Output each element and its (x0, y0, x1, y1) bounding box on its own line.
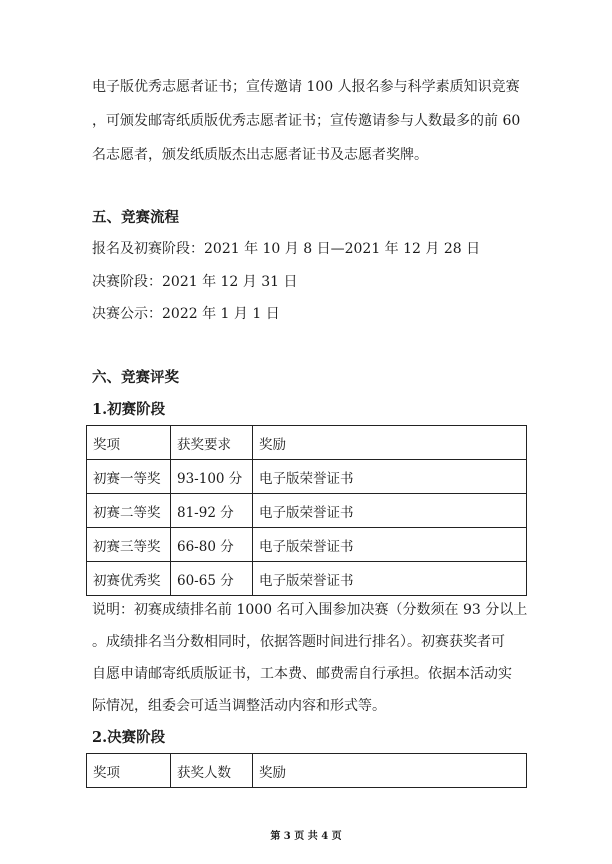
table-cell: 81-92 分 (171, 494, 253, 528)
table-cell: 电子版荣誉证书 (253, 494, 527, 528)
table-row (87, 528, 527, 562)
table-cell: 电子版荣誉证书 (253, 460, 527, 494)
table-row (87, 494, 527, 528)
prelim-note-line: 自愿申请邮寄纸质版证书，工本费、邮费需自行承担。依据本活动实 (92, 666, 512, 682)
table-cell: 初赛二等奖 (87, 494, 171, 528)
intro-line-2: ，可颁发邮寄纸质版优秀志愿者证书；宣传邀请参与人数最多的前 60 (92, 113, 521, 129)
prelim-awards-table (86, 425, 527, 596)
table-cell: 66-80 分 (171, 528, 253, 562)
table-header-cell: 奖励 (253, 754, 527, 788)
table-header-cell: 奖励 (253, 426, 527, 460)
intro-line-3: 名志愿者，颁发纸质版杰出志愿者证书及志愿者奖牌。 (92, 147, 428, 163)
table-cell: 初赛一等奖 (87, 460, 171, 494)
table-header-row (87, 426, 527, 460)
table-row (87, 460, 527, 494)
table-header-cell: 获奖人数 (171, 754, 253, 788)
schedule-item: 报名及初赛阶段：2021 年 10 月 8 日—2021 年 12 月 28 日 (92, 241, 481, 257)
table-cell: 电子版荣誉证书 (253, 528, 527, 562)
table-header-cell: 获奖要求 (171, 426, 253, 460)
table-header-cell: 奖项 (87, 754, 171, 788)
section-6-title: 六、竞赛评奖 (92, 369, 179, 386)
table-cell: 初赛优秀奖 (87, 562, 171, 596)
final-awards-table (86, 753, 527, 788)
prelim-note-line: 说明：初赛成绩排名前 1000 名可入围参加决赛（分数须在 93 分以上 (92, 602, 528, 618)
final-stage-title: 2.决赛阶段 (92, 729, 166, 746)
prelim-note-line: 际情况，组委会可适当调整活动内容和形式等。 (92, 698, 386, 714)
prelim-stage-title: 1.初赛阶段 (92, 401, 166, 418)
table-cell: 电子版荣誉证书 (253, 562, 527, 596)
table-cell: 60-65 分 (171, 562, 253, 596)
schedule-item: 决赛阶段：2021 年 12 月 31 日 (92, 274, 298, 290)
table-row (87, 562, 527, 596)
page-footer: 第 3 页 共 4 页 (270, 831, 342, 842)
prelim-note-line: 。成绩排名当分数相同时，依据答题时间进行排名）。初赛获奖者可 (92, 634, 505, 650)
section-5-title: 五、竞赛流程 (92, 209, 179, 226)
table-header-cell: 奖项 (87, 426, 171, 460)
table-header-row (87, 754, 527, 788)
table-cell: 初赛三等奖 (87, 528, 171, 562)
schedule-item: 决赛公示：2022 年 1 月 1 日 (92, 306, 280, 322)
table-cell: 93-100 分 (171, 460, 253, 494)
intro-line-1: 电子版优秀志愿者证书；宣传邀请 100 人报名参与科学素质知识竞赛 (92, 79, 520, 95)
